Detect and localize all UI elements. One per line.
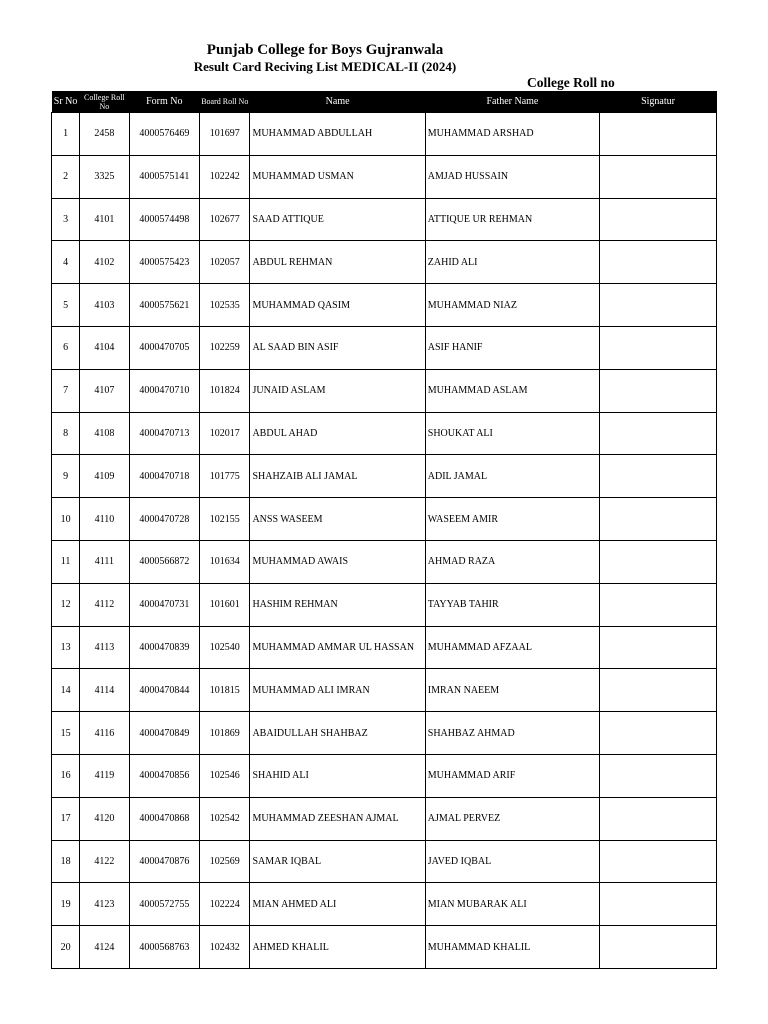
cell-board-roll-no: 102569 [200,840,250,883]
table-row [52,155,717,198]
table-row [52,669,717,712]
cell-signature[interactable] [600,583,717,626]
cell-name: SAAD ATTIQUE [250,198,425,241]
cell-sr-no: 17 [52,797,80,840]
college-title: Punjab College for Boys Gujranwala [206,42,444,58]
cell-signature[interactable] [600,455,717,498]
college-roll-heading: College Roll no [527,75,615,90]
table-row [52,113,717,156]
cell-name: ABDUL AHAD [250,412,425,455]
cell-college-roll-no: 4122 [80,840,129,883]
cell-form-no: 4000575141 [129,155,200,198]
cell-sr-no: 7 [52,369,80,412]
cell-sr-no: 1 [52,113,80,156]
cell-signature[interactable] [600,155,717,198]
cell-form-no: 4000470705 [129,326,200,369]
cell-signature[interactable] [600,284,717,327]
table-row [52,369,717,412]
cell-board-roll-no: 101697 [200,113,250,156]
cell-signature[interactable] [600,326,717,369]
cell-college-roll-no: 2458 [80,113,129,156]
cell-name: MUHAMMAD ABDULLAH [250,113,425,156]
cell-father-name: MIAN MUBARAK ALI [425,883,599,926]
cell-form-no: 4000470876 [129,840,200,883]
cell-form-no: 4000470856 [129,754,200,797]
cell-father-name: MUHAMMAD ASLAM [425,369,599,412]
cell-father-name: ATTIQUE UR REHMAN [425,198,599,241]
cell-college-roll-no: 4111 [80,540,129,583]
cell-father-name: SHOUKAT ALI [425,412,599,455]
cell-signature[interactable] [600,241,717,284]
cell-sr-no: 15 [52,712,80,755]
cell-father-name: JAVED IQBAL [425,840,599,883]
cell-father-name: SHAHBAZ AHMAD [425,712,599,755]
cell-board-roll-no: 101775 [200,455,250,498]
cell-board-roll-no: 102535 [200,284,250,327]
cell-father-name: TAYYAB TAHIR [425,583,599,626]
cell-form-no: 4000566872 [129,540,200,583]
col-name: Name [250,91,425,113]
cell-form-no: 4000576469 [129,113,200,156]
cell-college-roll-no: 4116 [80,712,129,755]
cell-sr-no: 18 [52,840,80,883]
cell-college-roll-no: 4108 [80,412,129,455]
cell-name: HASHIM REHMAN [250,583,425,626]
cell-board-roll-no: 102540 [200,626,250,669]
table-row [52,540,717,583]
cell-sr-no: 8 [52,412,80,455]
cell-sr-no: 11 [52,540,80,583]
cell-board-roll-no: 101815 [200,669,250,712]
cell-college-roll-no: 4103 [80,284,129,327]
cell-board-roll-no: 102677 [200,198,250,241]
cell-signature[interactable] [600,198,717,241]
cell-board-roll-no: 101869 [200,712,250,755]
cell-form-no: 4000470710 [129,369,200,412]
cell-father-name: AJMAL PERVEZ [425,797,599,840]
cell-form-no: 4000470731 [129,583,200,626]
cell-college-roll-no: 4119 [80,754,129,797]
cell-sr-no: 19 [52,883,80,926]
cell-name: MUHAMMAD ZEESHAN AJMAL [250,797,425,840]
cell-name: ABDUL REHMAN [250,241,425,284]
cell-sr-no: 4 [52,241,80,284]
cell-college-roll-no: 4113 [80,626,129,669]
cell-college-roll-no: 4114 [80,669,129,712]
table-row [52,284,717,327]
cell-form-no: 4000470728 [129,498,200,541]
cell-board-roll-no: 102224 [200,883,250,926]
cell-signature[interactable] [600,712,717,755]
cell-name: ANSS WASEEM [250,498,425,541]
cell-board-roll-no: 101634 [200,540,250,583]
cell-college-roll-no: 4112 [80,583,129,626]
cell-father-name: MUHAMMAD NIAZ [425,284,599,327]
table-row [52,712,717,755]
table-row [52,412,717,455]
cell-name: SHAHID ALI [250,754,425,797]
cell-sr-no: 10 [52,498,80,541]
cell-father-name: ASIF HANIF [425,326,599,369]
cell-form-no: 4000574498 [129,198,200,241]
cell-name: SHAHZAIB ALI JAMAL [250,455,425,498]
cell-board-roll-no: 101601 [200,583,250,626]
cell-name: MUHAMMAD AWAIS [250,540,425,583]
cell-signature[interactable] [600,754,717,797]
cell-board-roll-no: 102242 [200,155,250,198]
cell-sr-no: 6 [52,326,80,369]
cell-sr-no: 2 [52,155,80,198]
cell-college-roll-no: 4109 [80,455,129,498]
cell-name: JUNAID ASLAM [250,369,425,412]
cell-name: MUHAMMAD AMMAR UL HASSAN [250,626,425,669]
cell-form-no: 4000575423 [129,241,200,284]
col-signature: Signatur [600,91,717,113]
table-row [52,626,717,669]
cell-board-roll-no: 102017 [200,412,250,455]
cell-college-roll-no: 3325 [80,155,129,198]
cell-board-roll-no: 102259 [200,326,250,369]
cell-father-name: IMRAN NAEEM [425,669,599,712]
cell-college-roll-no: 4104 [80,326,129,369]
table-row [52,241,717,284]
header-row [52,91,717,113]
table-row [52,198,717,241]
table-row [52,583,717,626]
col-sr-no: Sr No [52,91,80,113]
cell-form-no: 4000568763 [129,926,200,969]
cell-signature[interactable] [600,669,717,712]
cell-signature[interactable] [600,883,717,926]
table-row [52,326,717,369]
cell-signature[interactable] [600,626,717,669]
cell-board-roll-no: 102542 [200,797,250,840]
cell-father-name: WASEEM AMIR [425,498,599,541]
col-father-name: Father Name [425,91,599,113]
cell-sr-no: 5 [52,284,80,327]
cell-form-no: 4000572755 [129,883,200,926]
cell-father-name: ZAHID ALI [425,241,599,284]
receiving-list-table [51,91,717,969]
cell-form-no: 4000470839 [129,626,200,669]
cell-board-roll-no: 102432 [200,926,250,969]
cell-college-roll-no: 4124 [80,926,129,969]
list-subtitle: Result Card Reciving List MEDICAL-II (2024) [193,59,457,74]
cell-form-no: 4000470868 [129,797,200,840]
table-row [52,455,717,498]
cell-board-roll-no: 102546 [200,754,250,797]
cell-sr-no: 14 [52,669,80,712]
cell-signature[interactable] [600,412,717,455]
cell-college-roll-no: 4107 [80,369,129,412]
cell-signature[interactable] [600,797,717,840]
cell-college-roll-no: 4110 [80,498,129,541]
cell-form-no: 4000470844 [129,669,200,712]
cell-form-no: 4000470713 [129,412,200,455]
cell-father-name: MUHAMMAD KHALIL [425,926,599,969]
cell-college-roll-no: 4123 [80,883,129,926]
cell-father-name: MUHAMMAD AFZAAL [425,626,599,669]
cell-father-name: MUHAMMAD ARIF [425,754,599,797]
cell-father-name: AHMAD RAZA [425,540,599,583]
table-row [52,797,717,840]
cell-board-roll-no: 102155 [200,498,250,541]
cell-name: AL SAAD BIN ASIF [250,326,425,369]
table-row [52,926,717,969]
cell-signature[interactable] [600,840,717,883]
cell-sr-no: 9 [52,455,80,498]
cell-sr-no: 20 [52,926,80,969]
cell-college-roll-no: 4102 [80,241,129,284]
cell-name: ABAIDULLAH SHAHBAZ [250,712,425,755]
cell-form-no: 4000470849 [129,712,200,755]
col-form-no: Form No [129,91,200,113]
table-row [52,883,717,926]
cell-signature[interactable] [600,498,717,541]
col-board-roll-no: Board Roll No [200,91,250,113]
cell-father-name: AMJAD HUSSAIN [425,155,599,198]
cell-father-name: ADIL JAMAL [425,455,599,498]
cell-signature[interactable] [600,369,717,412]
cell-name: MUHAMMAD QASIM [250,284,425,327]
cell-form-no: 4000470718 [129,455,200,498]
cell-father-name: MUHAMMAD ARSHAD [425,113,599,156]
cell-name: MUHAMMAD USMAN [250,155,425,198]
table-row [52,840,717,883]
cell-sr-no: 13 [52,626,80,669]
col-college-roll-no: College Roll No [80,91,129,113]
cell-college-roll-no: 4101 [80,198,129,241]
cell-board-roll-no: 101824 [200,369,250,412]
cell-sr-no: 16 [52,754,80,797]
table-row [52,498,717,541]
cell-name: AHMED KHALIL [250,926,425,969]
cell-college-roll-no: 4120 [80,797,129,840]
cell-sr-no: 3 [52,198,80,241]
cell-name: MIAN AHMED ALI [250,883,425,926]
cell-form-no: 4000575621 [129,284,200,327]
cell-signature[interactable] [600,540,717,583]
cell-name: MUHAMMAD ALI IMRAN [250,669,425,712]
cell-signature[interactable] [600,113,717,156]
cell-name: SAMAR IQBAL [250,840,425,883]
table-row [52,754,717,797]
cell-signature[interactable] [600,926,717,969]
cell-board-roll-no: 102057 [200,241,250,284]
cell-sr-no: 12 [52,583,80,626]
